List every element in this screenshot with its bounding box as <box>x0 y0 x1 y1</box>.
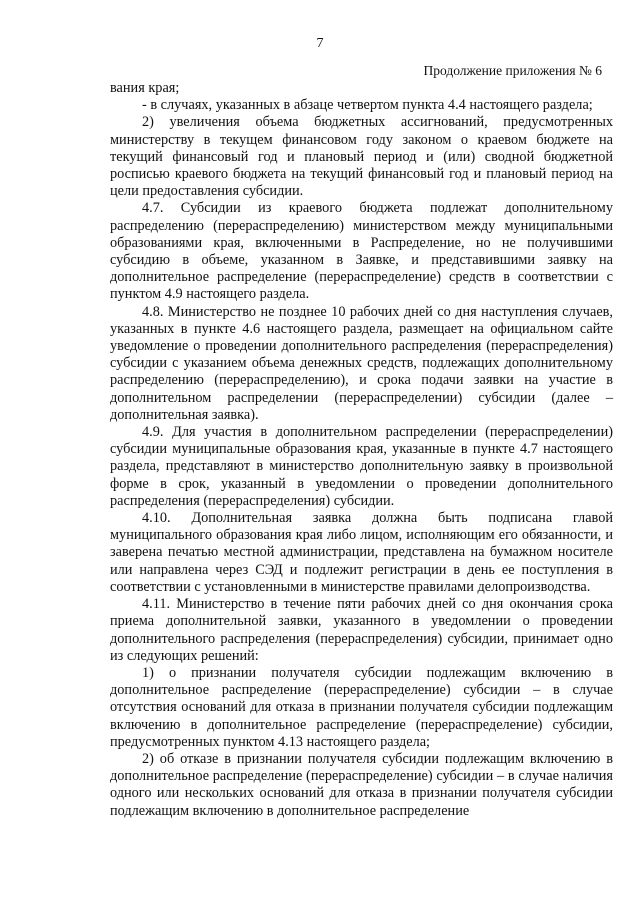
paragraph-4-7: 4.7. Субсидии из краевого бюджета подлежат дополнительному распределению (перераспределению) министерством между муниципальными образованиями края, включенными в Распределение, но не получившими субсидию в объеме, указанном в Заявке, и представившими заявку на дополнительное распределение (перераспределение) средств в соответствии с пунктом 4.9 настоящего раздела. <box>110 200 613 303</box>
paragraph-list-item: - в случаях, указанных в абзаце четвертом пункта 4.4 настоящего раздела; <box>142 97 593 114</box>
paragraph-continuation: вания края; <box>110 80 180 96</box>
document-body <box>110 80 613 820</box>
page-number: 7 <box>316 36 324 51</box>
paragraph-item-2: 2) увеличения объема бюджетных ассигнований, предусмотренных министерству в текущем финансовом году законом о краевом бюджете на текущий финансовый год и плановый период и (или) сводной бюджетной росписью краевого бюджета на текущий финансовый год и плановый период на цели предоставления субсидии. <box>110 114 613 200</box>
paragraph-4-10: 4.10. Дополнительная заявка должна быть подписана главой муниципального образования края либо лицом, исполняющим его обязанности, и заверена печатью местной администрации, представлена на бумажном носителе или направлена через СЭД и подлежит регистрации в день ее поступления в соответствии с установленными в министерстве правилами делопроизводства. <box>110 510 613 595</box>
paragraph-decision-2: 2) об отказе в признании получателя субсидии подлежащим включению в дополнительное распределение (перераспределение) субсидии – в случае наличия одного или нескольких оснований для отказа в признании получателя субсидии подлежащим включению в дополнительное распределение <box>110 750 613 819</box>
paragraph-decision-1: 1) о признании получателя субсидии подлежащим включению в дополнительное распределение (перераспределение) субсидии – в случае отсутствия оснований для отказа в признании получателя субсидии подлежащим включению в дополнительное распределение (перераспределение) субсидии, предусмотренных пунктом 4.13 настоящего раздела; <box>110 664 613 750</box>
appendix-continuation-note: Продолжение приложения № 6 <box>423 63 602 78</box>
paragraph-4-8: 4.8. Министерство не позднее 10 рабочих дней со дня наступления случаев, указанных в пункте 4.6 настоящего раздела, размещает на официальном сайте уведомление о проведении дополнительного распределения (перераспределения) субсидии с указанием объема денежных средств, подлежащих дополнительному распределению (перераспределению), и срока подачи заявки на участие в дополнительном распределении (перераспределении) субсидии (далее – дополнительная заявка). <box>110 303 613 423</box>
paragraph-4-9: 4.9. Для участия в дополнительном распределении (перераспределении) субсидии муниципальные образования края, указанные в пункте 4.7 настоящего раздела, представляют в министерство дополнительную заявку в произвольной форме в срок, указанный в уведомлении о проведении дополнительного распределения (перераспределения) субсидии. <box>110 424 613 509</box>
paragraph-4-11: 4.11. Министерство в течение пяти рабочих дней со дня окончания срока приема дополнительной заявки, указанного в уведомлении о проведении дополнительного распределения (перераспределения) субсидии, принимает одно из следующих решений: <box>110 596 613 664</box>
